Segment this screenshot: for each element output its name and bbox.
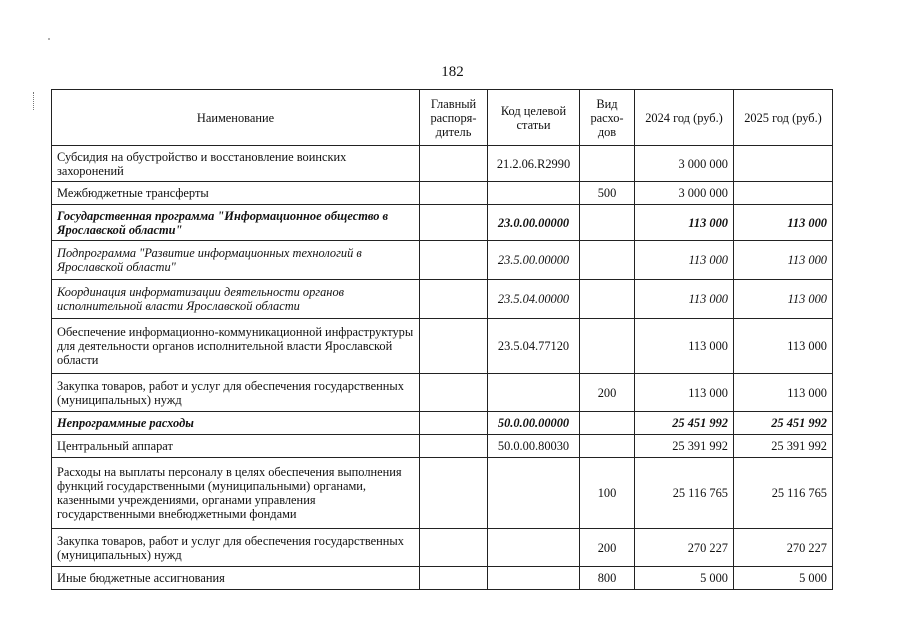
cell-name: Центральный аппарат (52, 435, 420, 458)
cell-vid (580, 146, 635, 182)
header-2025: 2025 год (руб.) (734, 90, 833, 146)
table-row (52, 412, 833, 435)
header-2024: 2024 год (руб.) (635, 90, 734, 146)
cell-manager (420, 205, 488, 241)
cell-vid (580, 319, 635, 374)
table-row (52, 567, 833, 590)
cell-2024: 25 451 992 (635, 412, 734, 435)
cell-2025 (734, 146, 833, 182)
cell-name: Обеспечение информационно-коммуникационной инфраструктуры для деятельности органов исполнительной власти Ярославской области (52, 319, 420, 374)
cell-2025: 25 451 992 (734, 412, 833, 435)
table-row (52, 280, 833, 319)
cell-2024: 25 116 765 (635, 458, 734, 529)
cell-name: Непрограммные расходы (52, 412, 420, 435)
cell-code: 21.2.06.R2990 (488, 146, 580, 182)
header-vid: Вид расхо-дов (580, 90, 635, 146)
cell-2025 (734, 182, 833, 205)
table-row (52, 458, 833, 529)
cell-2025: 25 391 992 (734, 435, 833, 458)
cell-name: Расходы на выплаты персоналу в целях обеспечения выполнения функций государственными (муниципальными) органами, казенными учреждениями, органами управления государственными внебюджетными фондами (52, 458, 420, 529)
cell-2024: 25 391 992 (635, 435, 734, 458)
table-row (52, 319, 833, 374)
cell-code: 23.5.04.77120 (488, 319, 580, 374)
cell-code (488, 567, 580, 590)
table-row (52, 529, 833, 567)
cell-name: Координация информатизации деятельности органов исполнительной власти Ярославской области (52, 280, 420, 319)
cell-code: 50.0.00.00000 (488, 412, 580, 435)
cell-2024: 5 000 (635, 567, 734, 590)
cell-code: 23.5.04.00000 (488, 280, 580, 319)
table-row (52, 435, 833, 458)
cell-name: Субсидия на обустройство и восстановление воинских захоронений (52, 146, 420, 182)
cell-2024: 3 000 000 (635, 182, 734, 205)
cell-2024: 113 000 (635, 280, 734, 319)
cell-code: 23.5.00.00000 (488, 241, 580, 280)
table-header-row (52, 90, 833, 146)
cell-2025: 113 000 (734, 374, 833, 412)
cell-2024: 270 227 (635, 529, 734, 567)
cell-vid (580, 280, 635, 319)
cell-vid: 100 (580, 458, 635, 529)
cell-2025: 113 000 (734, 241, 833, 280)
cell-vid (580, 435, 635, 458)
cell-manager (420, 280, 488, 319)
table-row (52, 205, 833, 241)
cell-name: Закупка товаров, работ и услуг для обеспечения государственных (муниципальных) нужд (52, 374, 420, 412)
cell-2025: 270 227 (734, 529, 833, 567)
cell-vid: 200 (580, 374, 635, 412)
cell-manager (420, 319, 488, 374)
budget-table (51, 89, 833, 590)
cell-manager (420, 567, 488, 590)
cell-code (488, 374, 580, 412)
cell-vid: 200 (580, 529, 635, 567)
cell-2024: 113 000 (635, 205, 734, 241)
cell-manager (420, 241, 488, 280)
table-row (52, 241, 833, 280)
cell-name: Иные бюджетные ассигнования (52, 567, 420, 590)
cell-2025: 5 000 (734, 567, 833, 590)
cell-manager (420, 374, 488, 412)
cell-name: Государственная программа "Информационное общество в Ярославской области" (52, 205, 420, 241)
page-number: 182 (441, 64, 464, 80)
cell-vid (580, 241, 635, 280)
cell-name: Закупка товаров, работ и услуг для обеспечения государственных (муниципальных) нужд (52, 529, 420, 567)
cell-name: Межбюджетные трансферты (52, 182, 420, 205)
cell-manager (420, 458, 488, 529)
cell-2025: 113 000 (734, 319, 833, 374)
cell-vid: 800 (580, 567, 635, 590)
cell-code: 23.0.00.00000 (488, 205, 580, 241)
cell-2025: 25 116 765 (734, 458, 833, 529)
cell-manager (420, 529, 488, 567)
cell-code: 50.0.00.80030 (488, 435, 580, 458)
cell-2024: 113 000 (635, 374, 734, 412)
cell-manager (420, 146, 488, 182)
header-code: Код целевой статьи (488, 90, 580, 146)
table-row (52, 374, 833, 412)
cell-manager (420, 435, 488, 458)
table-row (52, 146, 833, 182)
margin-dots (33, 92, 36, 110)
cell-vid (580, 205, 635, 241)
header-manager: Главный распоря-дитель (420, 90, 488, 146)
cell-code (488, 458, 580, 529)
cell-code (488, 529, 580, 567)
table-row (52, 182, 833, 205)
cell-2025: 113 000 (734, 280, 833, 319)
cell-manager (420, 182, 488, 205)
cell-code (488, 182, 580, 205)
cell-vid: 500 (580, 182, 635, 205)
scan-speck (48, 38, 50, 40)
cell-vid (580, 412, 635, 435)
cell-2024: 3 000 000 (635, 146, 734, 182)
header-name: Наименование (52, 90, 420, 146)
cell-name: Подпрограмма "Развитие информационных технологий в Ярославской области" (52, 241, 420, 280)
cell-2024: 113 000 (635, 319, 734, 374)
cell-2024: 113 000 (635, 241, 734, 280)
cell-manager (420, 412, 488, 435)
cell-2025: 113 000 (734, 205, 833, 241)
